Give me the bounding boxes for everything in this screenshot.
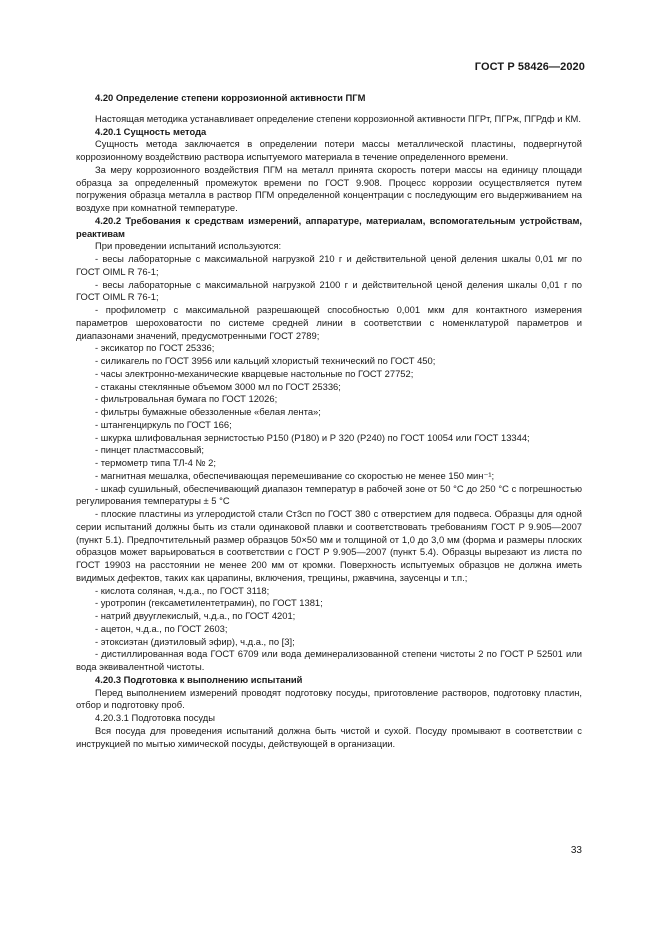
paragraph: За меру коррозионного воздействия ПГМ на металл принята скорость потери массы на единицу площади образца за определенный промежуток времени по ГОСТ 9.908. Процесс коррозии осуществляется путем погружения образца металла в раствор ПГМ определенной концентрации с последующим его выдерживанием на воздухе при комнатной температуре. [76,163,582,213]
paragraph: Вся посуда для проведения испытаний должна быть чистой и сухой. Посуду промывают в соответствии с инструкцией по мытью химической посуды, действующей в организации. [76,724,582,749]
paragraph: - дистиллированная вода ГОСТ 6709 или вода деминерализованной степени чистоты 2 по ГОСТ Р 52501 или вода эквивалентной чистоты. [76,648,582,672]
paragraph: 4.20.3.1 Подготовка посуды [95,712,215,723]
paragraph: При проведении испытаний используются: [95,240,282,252]
paragraph: Перед выполнением измерений проводят подготовку посуды, приготовление растворов, подготовку пластин, отбор и подготовку проб. [76,686,582,711]
section-heading: 4.20.2 Требования к средствам измерений, аппаратуре, материалам, вспомогательным устройствам, реактивам [76,214,582,239]
paragraph: - пинцет пластмассовый; [95,444,204,456]
paragraph: - плоские пластины из углеродистой стали Ст3сп по ГОСТ 380 с отверстием для подвеса. Образцы для одной серии испытаний должны быть из стали одинаковой плавки и соответствовать требованиям ГОСТ Р 9.905—2007 (пункт 5.1). Предпочтительный размер образцов 50×50 мм и толщиной от 1,0 до 3,0 мм (форма и размеры плоских образцов может варьироваться в соответствии с ГОСТ Р 9.905—2007 (пункт 5.4). Образцы вырезают из листа по ГОСТ 19903 на расстоянии не менее 200 мм от кромки. Поверхность испытуемых образцов не должна иметь видимых дефектов, таких как царапины, включения, трещины, ржавчина, заусенцы и т.п.; [76,508,582,583]
paragraph: - шкаф сушильный, обеспечивающий диапазон температур в рабочей зоне от 50 °С до 250 °С с погрешностью регулирования температуры ± 5 °С [76,482,582,507]
paragraph: Сущность метода заключается в определении потери массы металлической пластины, подвергнутой коррозионному воздействию раствора испытуемого материала в течение определенного времени. [76,138,582,162]
paragraph: - стаканы стеклянные объемом 3000 мл по ГОСТ 25336; [95,380,341,392]
paragraph: - эксикатор по ГОСТ 25336; [95,342,215,354]
section-heading: 4.20.1 Сущность метода [95,125,207,137]
paragraph: - натрий двууглекислый, ч.д.а., по ГОСТ 4201; [95,610,296,621]
paragraph: - этоксиэтан (диэтиловый эфир), ч.д.а., по [3]; [95,635,295,647]
paragraph: - профилометр с максимальной разрешающей способностью 0,001 мкм для контактного измерения параметров шероховатости по системе средней линии в соответствии с номенклатурой параметров и диапазонами значений, предусмотренными ГОСТ 2789; [76,304,582,341]
document-code: ГОСТ Р 58426—2020 [474,61,585,73]
paragraph: - часы электронно-механические кварцевые настольные по ГОСТ 27752; [95,367,414,379]
section-heading: 4.20 Определение степени коррозионной активности ПГМ [95,92,366,103]
section-heading: 4.20.3 Подготовка к выполнению испытаний [95,673,303,685]
paragraph: Настоящая методика устанавливает определение степени коррозионной активности ПГРт, ПГРж, ПГРдф и КМ. [95,112,581,124]
paragraph: - кислота соляная, ч.д.а., по ГОСТ 3118; [95,584,270,596]
paragraph: - магнитная мешалка, обеспечивающая перемешивание со скоростью не менее 150 мин⁻¹; [95,469,495,481]
paragraph: - термометр типа ТЛ-4 № 2; [95,457,216,468]
paragraph: - фильтры бумажные обеззоленные «белая лента»; [95,406,321,417]
document-body [76,92,582,750]
page-number: 33 [570,845,582,856]
paragraph: - весы лабораторные с максимальной нагрузкой 210 г и действительной ценой деления шкалы 0,01 мг по ГОСТ OIML R 76-1; [76,253,582,277]
paragraph: - шкурка шлифовальная зернистостью Р150 (Р180) и Р 320 (Р240) по ГОСТ 10054 или ГОСТ 13344; [95,431,530,443]
paragraph: - фильтровальная бумага по ГОСТ 12026; [95,393,278,405]
paragraph: - весы лабораторные с максимальной нагрузкой 2100 г и действительной ценой деления шкалы 0,01 г по ГОСТ OIML R 76-1; [76,278,582,303]
paragraph: - штангенциркуль по ГОСТ 166; [95,418,232,430]
paragraph: - уротропин (гексаметилентетрамин), по ГОСТ 1381; [95,597,323,609]
paragraph: - ацетон, ч.д.а., по ГОСТ 2603; [95,622,228,634]
paragraph: - силикагель по ГОСТ 3956 или кальций хлористый технический по ГОСТ 450; [95,355,436,366]
